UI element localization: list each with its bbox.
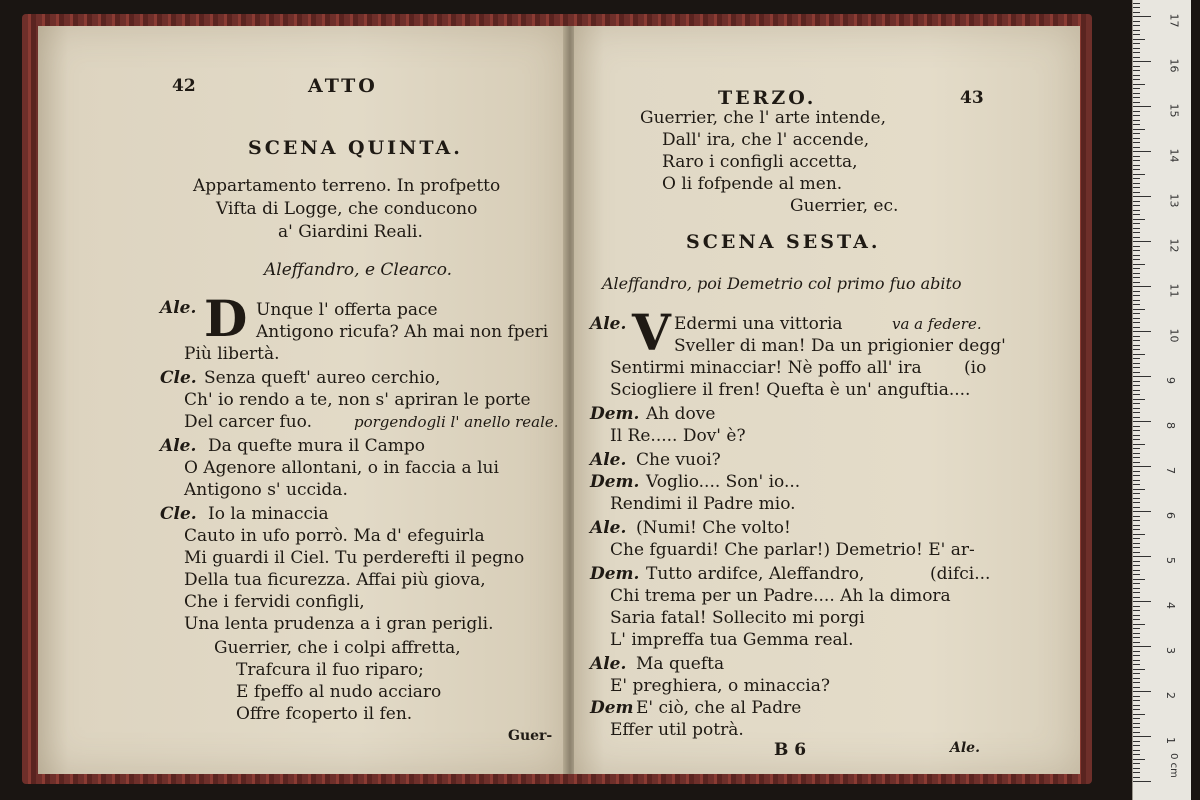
ruler-tick [1133,633,1140,634]
ruler-tick [1133,660,1140,661]
measuring-ruler [1132,0,1191,800]
dialogue-line: Da quefte mura il Campo [208,436,426,456]
speaker: Ale. [590,314,627,334]
ruler-tick [1133,268,1140,269]
dialogue-line: Una lenta prudenza a i gran perigli. [184,614,494,634]
ruler-tick [1133,106,1151,107]
ruler-tick [1133,295,1140,296]
ruler-tick [1133,97,1140,98]
ruler-tick [1133,507,1140,508]
ruler-tick [1133,516,1140,517]
ruler-tick [1133,376,1151,377]
ruler-tick [1133,187,1140,188]
ruler-tick [1133,147,1140,148]
ruler-tick [1133,255,1140,256]
ruler-tick [1133,444,1145,445]
overflow-direction: (difci... [930,564,991,584]
ruler-tick [1133,669,1145,670]
ruler-tick [1133,331,1151,332]
ruler-tick [1133,439,1140,440]
ruler-tick [1133,322,1140,323]
dialogue-line: Senza queft' aureo cerchio, [204,368,441,388]
ruler-tick [1133,291,1140,292]
ruler-tick [1133,448,1140,449]
ruler-tick [1133,525,1140,526]
ruler-tick [1133,691,1151,692]
dialogue-line: Antigono s' uccida. [184,480,348,500]
ruler-tick [1133,300,1140,301]
ruler-label: 9 [1164,377,1177,384]
ruler-tick [1133,696,1140,697]
dialogue-line: Ah dove [646,404,716,424]
ruler-tick [1133,61,1151,62]
ruler-tick [1133,592,1140,593]
catchword: Guer- [508,728,553,744]
ruler-tick [1133,610,1140,611]
dialogue-line: (Numi! Che volto! [636,518,791,538]
right-running-head: TERZO. [718,87,817,109]
ruler-tick [1133,498,1140,499]
dialogue-line: Sciogliere il fren! Quefta è un' anguftia.... [610,380,971,400]
ruler-tick [1133,741,1140,742]
ruler-tick [1133,133,1140,134]
ruler-tick [1133,214,1140,215]
ruler-label: 17 [1167,13,1181,28]
ruler-tick [1133,781,1151,782]
right-page-number: 43 [960,88,984,108]
ruler-tick [1133,570,1140,571]
speaker: Dem [590,698,634,718]
ruler-tick [1133,552,1140,553]
left-scene-title: SCENA QUINTA. [248,137,463,159]
dialogue-line: Antigono ricufa? Ah mai non fperi [256,322,549,342]
ruler-tick [1133,111,1140,112]
ruler-tick [1133,115,1140,116]
ruler-tick [1133,475,1140,476]
dialogue-line: Della tua ficurezza. Affai più giova, [184,570,486,590]
ruler-tick [1133,601,1151,602]
left-characters: Aleffandro, e Clearco. [264,260,453,280]
ruler-tick [1133,709,1140,710]
dialogue-line: Sentirmi minacciar! Nè poffo all' ira [610,358,922,378]
ruler-tick [1133,156,1140,157]
ruler-tick [1133,489,1145,490]
ruler-tick [1133,43,1140,44]
ruler-tick [1133,754,1140,755]
ruler-tick [1133,565,1140,566]
ruler-tick [1133,273,1140,274]
ruler-label: 6 [1164,512,1177,519]
ruler-tick [1133,561,1140,562]
ruler-tick [1133,237,1140,238]
dialogue-line: Il Re..... Dov' è? [610,426,746,446]
catchword: Ale. [950,740,980,756]
speaker: Ale. [590,518,627,538]
setting-line-2: Vifta di Logge, che conducono [216,199,478,219]
ruler-tick [1133,394,1140,395]
ruler-label: 7 [1164,467,1177,474]
ruler-tick [1133,574,1140,575]
dialogue-line: Io la minaccia [208,504,329,524]
dialogue-line: E' ciò, che al Padre [636,698,802,718]
ruler-label: 5 [1164,557,1177,564]
ruler-tick [1133,358,1140,359]
ruler-tick [1133,336,1140,337]
verse-line: Raro i configli accetta, [662,152,858,172]
dialogue-line: Tutto ardifce, Aleffandro, [646,564,865,584]
ruler-tick [1133,484,1140,485]
speaker: Dem. [590,472,640,492]
dialogue-line: Unque l' offerta pace [256,300,438,320]
ruler-tick [1133,277,1140,278]
ruler-label: 12 [1167,238,1181,253]
ruler-tick [1133,736,1151,737]
dialogue-line: O Agenore allontani, o in faccia a lui [184,458,499,478]
ruler-tick [1133,723,1140,724]
speaker: Ale. [590,654,627,674]
ruler-tick [1133,426,1140,427]
ruler-tick [1133,381,1140,382]
ruler-tick [1133,705,1140,706]
speaker: Ale. [590,450,627,470]
ruler-tick [1133,228,1140,229]
speaker: Cle. [160,504,197,524]
ruler-tick [1133,759,1145,760]
ruler-label: 16 [1167,58,1181,73]
ruler-tick [1133,430,1140,431]
ruler-tick [1133,309,1145,310]
ruler-tick [1133,651,1140,652]
right-characters: Aleffandro, poi Demetrio col primo fuo abito [602,274,962,293]
ruler-tick [1133,327,1140,328]
ruler-tick [1133,588,1140,589]
ruler-label: 10 [1167,328,1181,343]
ruler-label: 11 [1167,283,1181,298]
ruler-tick [1133,372,1140,373]
ruler-tick [1133,655,1140,656]
ruler-tick [1133,259,1140,260]
ruler-tick [1133,763,1140,764]
verse-line: O li fofpende al men. [662,174,843,194]
ruler-tick [1133,399,1145,400]
ruler-tick [1133,57,1140,58]
ruler-tick [1133,619,1140,620]
speaker: Ale. [160,298,197,318]
verse-line: E fpeffo al nudo acciaro [236,682,442,702]
ruler-tick [1133,196,1151,197]
ruler-tick [1133,534,1145,535]
ruler-tick [1133,142,1140,143]
ruler-tick [1133,412,1140,413]
ruler-tick [1133,714,1145,715]
ruler-tick [1133,628,1140,629]
ruler-tick [1133,579,1145,580]
left-page [38,26,566,774]
ruler-tick [1133,282,1140,283]
ruler-tick [1133,79,1140,80]
ruler-tick [1133,435,1140,436]
ruler-tick [1133,349,1140,350]
ruler-tick [1133,34,1140,35]
left-page-number: 42 [172,76,196,96]
ruler-tick [1133,250,1140,251]
signature-mark: B 6 [774,740,807,760]
speaker: Cle. [160,368,197,388]
ruler-tick [1133,466,1151,467]
ruler-tick [1133,201,1140,202]
dialogue-line: Voglio.... Son' io... [646,472,801,492]
speaker: Ale. [160,436,197,456]
ruler-tick [1133,367,1140,368]
stage-direction: va a federe. [892,315,982,333]
ruler-tick [1133,223,1140,224]
ruler-tick [1133,66,1140,67]
dialogue-line: Che fguardi! Che parlar!) Demetrio! E' ar- [610,540,975,560]
ruler-tick [1133,583,1140,584]
ruler-tick [1133,232,1140,233]
ruler-tick [1133,169,1140,170]
ruler-tick [1133,30,1140,31]
ruler-tick [1133,102,1140,103]
ruler-tick [1133,700,1140,701]
ruler-tick [1133,777,1140,778]
dialogue-line: Sveller di man! Da un prigionier degg' [674,336,1006,356]
ruler-tick [1133,453,1140,454]
ruler-tick [1133,718,1140,719]
dialogue-line: Cauto in ufo porrò. Ma d' efeguirla [184,526,485,546]
ruler-tick [1133,772,1140,773]
ruler-tick [1133,624,1145,625]
ruler-tick [1133,7,1140,8]
ruler-tick [1133,129,1145,130]
ruler-tick [1133,138,1140,139]
ruler-tick [1133,529,1140,530]
ruler-label: 15 [1167,103,1181,118]
ruler-tick [1133,408,1140,409]
ruler-tick [1133,750,1140,751]
ruler-tick [1133,637,1140,638]
ruler-tick [1133,385,1140,386]
dialogue-line: Che i fervidi configli, [184,592,365,612]
ruler-tick [1133,264,1145,265]
ruler-tick [1133,417,1140,418]
ruler-tick [1133,205,1140,206]
ruler-tick [1133,93,1140,94]
right-page [574,26,1080,774]
ruler-tick [1133,745,1140,746]
ruler-tick [1133,678,1140,679]
ruler-tick [1133,502,1140,503]
ruler-label: 8 [1164,422,1177,429]
dialogue-line: Rendimi il Padre mio. [610,494,796,514]
ruler-tick [1133,480,1140,481]
ruler-tick [1133,390,1140,391]
ruler-tick [1133,39,1145,40]
ruler-label: 14 [1167,148,1181,163]
ruler-tick [1133,21,1140,22]
ruler-label: 13 [1167,193,1181,208]
ruler-tick [1133,354,1145,355]
ruler-tick [1133,646,1151,647]
ruler-tick [1133,673,1140,674]
ruler-tick [1133,642,1140,643]
ruler-tick [1133,174,1145,175]
ruler-tick [1133,664,1140,665]
dialogue-line: Che vuoi? [636,450,721,470]
ruler-tick [1133,88,1140,89]
dialogue-line: Ma quefta [636,654,725,674]
ruler-tick [1133,210,1140,211]
ruler-tick [1133,556,1151,557]
ruler-tick [1133,160,1140,161]
setting-line-3: a' Giardini Reali. [278,222,423,242]
ruler-tick [1133,25,1140,26]
ruler-tick [1133,615,1140,616]
ruler-tick [1133,151,1151,152]
dialogue-line: Del carcer fuo. [184,412,313,432]
ruler-tick [1133,124,1140,125]
ruler-tick [1133,345,1140,346]
ruler-tick [1133,363,1140,364]
ruler-tick [1133,241,1151,242]
setting-line-1: Appartamento terreno. In profpetto [193,176,501,196]
ruler-tick [1133,543,1140,544]
dialogue-line: Chi trema per un Padre.... Ah la dimora [610,586,951,606]
ruler-tick [1133,246,1140,247]
ruler-tick [1133,597,1140,598]
ruler-tick [1133,547,1140,548]
ruler-tick [1133,768,1140,769]
ruler-label: 1 [1164,737,1177,744]
ruler-tick [1133,340,1140,341]
ruler-tick [1133,12,1140,13]
ruler-tick [1133,520,1140,521]
ruler-tick [1133,219,1145,220]
dialogue-line: Più libertà. [184,344,280,364]
ruler-tick [1133,493,1140,494]
ruler-tick [1133,48,1140,49]
speaker: Dem. [590,564,640,584]
dialogue-line: L' impreffa tua Gemma real. [610,630,854,650]
ruler-tick [1133,52,1140,53]
drop-cap: V [632,303,671,362]
ruler-tick [1133,286,1151,287]
dialogue-line: Edermi una vittoria [674,314,843,334]
verse-line: Trafcura il fuo riparo; [236,660,424,680]
verse-refrain: Guerrier, ec. [790,196,899,216]
ruler-tick [1133,687,1140,688]
drop-cap: D [204,289,248,348]
verse-line: Guerrier, che l' arte intende, [640,108,886,128]
ruler-tick [1133,120,1140,121]
ruler-tick [1133,538,1140,539]
ruler-tick [1133,192,1140,193]
verse-line: Offre fcoperto il fen. [236,704,413,724]
ruler-tick [1133,403,1140,404]
ruler-unit-label: 0 cm [1167,753,1179,778]
ruler-label: 3 [1164,647,1177,654]
ruler-tick [1133,313,1140,314]
ruler-tick [1133,511,1151,512]
ruler-tick [1133,16,1151,17]
verse-line: Guerrier, che i colpi affretta, [214,638,461,658]
left-running-head: ATTO [308,75,378,97]
ruler-tick [1133,462,1140,463]
ruler-label: 2 [1164,692,1177,699]
ruler-tick [1133,75,1140,76]
overflow-bracket: (io [964,358,987,378]
ruler-tick [1133,183,1140,184]
dialogue-line: E' preghiera, o minaccia? [610,676,830,696]
dialogue-line: Ch' io rendo a te, non s' apriran le porte [184,390,531,410]
ruler-tick [1133,84,1145,85]
ruler-tick [1133,606,1140,607]
ruler-tick [1133,318,1140,319]
ruler-tick [1133,732,1140,733]
ruler-tick [1133,304,1140,305]
dialogue-line: Saria fatal! Sollecito mi porgi [610,608,865,628]
right-scene-title: SCENA SESTA. [686,231,881,253]
stage-direction: porgendogli l' anello reale. [354,413,559,431]
ruler-tick [1133,3,1140,4]
ruler-tick [1133,70,1140,71]
dialogue-line: Mi guardi il Ciel. Tu perderefti il pegno [184,548,525,568]
dialogue-line: Effer util potrà. [610,720,744,740]
ruler-tick [1133,165,1140,166]
verse-line: Dall' ira, che l' accende, [662,130,870,150]
ruler-tick [1133,178,1140,179]
ruler-tick [1133,457,1140,458]
ruler-tick [1133,471,1140,472]
ruler-tick [1133,421,1151,422]
ruler-label: 4 [1164,602,1177,609]
ruler-tick [1133,727,1140,728]
ruler-tick [1133,682,1140,683]
speaker: Dem. [590,404,640,424]
